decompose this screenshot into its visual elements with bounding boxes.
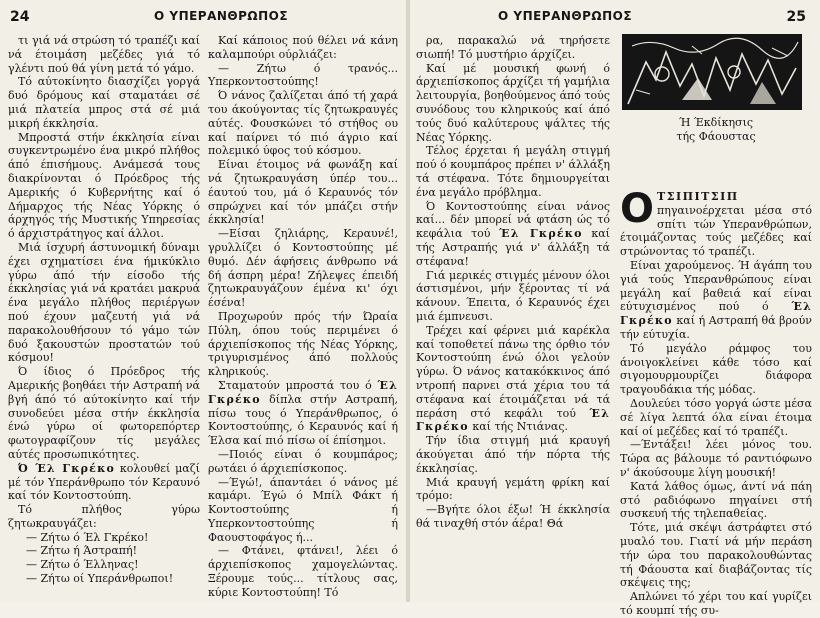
drop-cap: Ο <box>620 186 655 232</box>
dialogue-line: — Ζήτω οί Υπεράνθρωποι! <box>26 572 174 586</box>
left-page <box>0 0 406 602</box>
paragraph: — Ζήτω ό τρανός... Υπερκοντοστούπης! <box>208 61 398 89</box>
right-page <box>410 0 820 617</box>
paragraph-text: Τρέχει καί φέρνει μιά καρέκλα καί τοποθετεί πάνω της όρθιο τόν Κοντοστούπη ένώ όλοι γελούν γύρω. Ό νάνος κατακόκκινος άπό ντροπή παρνει στά χέρια του τά στέφανα καί έτοιμάζεται νά τά περάση στό κεφάλι τού <box>416 323 610 420</box>
chapter-illustration <box>622 34 802 110</box>
paragraph: —Βγήτε όλοι έξω! Ή έκκλησία θά τιναχθή στόν άέρα! Θά <box>416 503 610 530</box>
right-running-title: Ο ΥΠΕΡΑΝΘΡΩΠΟΣ <box>498 9 633 23</box>
paragraph: Γιά μερικές στιγμές μένουν όλοι άστισμένοι, μήν ξέροντας τί νά κάνουν. Έπειτα, ό Κεραυνός έχει μιά έμπνευσι. <box>416 268 610 323</box>
lead-paragraph <box>620 186 812 259</box>
paragraph: Κατά λάθος όμως, άντί νά πάη στό ραδιόφωνο πηγαίνει στή συσκευή τής τηλεπαθείας. <box>620 479 812 521</box>
paragraph: Μιά ίσχυρή άστυνομική δύναμι έχει σχηματίσει ένα ήμικύκλιο γύρω άπό τήν είσοδο τής έκκλησίας γιά νά κρατάει μακρυά ένα μεγάλο πλήθος περιέργων πού έχουν μαζευτή γιά νά παρακολουθήσουν τό γάμο τών δυό ξακουστών προστατών τού κόσμου! <box>8 240 200 365</box>
paragraph-text: Είναι χαρούμενος. Ή άγάπη του γιά τούς Υπερανθρώπους είναι μεγάλη καί βαθειά καί είναι εύτυχισμένος πού ό <box>620 258 812 314</box>
paragraph-text: Σταματούν μπροστά του ό <box>218 378 378 392</box>
paragraph: —Ποιός είναι ό κουμπάρος; ρωτάει ό άρχιεπίσκοπος. <box>208 447 398 475</box>
paragraph-text: καί τής Αστραπής γιά ν' άλλάξη τά στέφανα! <box>416 227 610 268</box>
spaced-name: ΤΣΙΠΙΤΣΙΠ <box>657 190 739 203</box>
text-column-4 <box>620 34 812 617</box>
paragraph <box>208 379 398 448</box>
paragraph: — Φτάνει, φτάνει!, λέει ό άρχιεπίσκοπος χαμογελώντας. Ξέρουμε τούς... τίτλους σας, κύριε Κοντοστούπη! Τό <box>208 544 398 599</box>
paragraph: Ό ίδιος ό Πρόεδρος τής Αμερικής βοηθάει τήν Αστραπή νά βγή άπό τό αύτοκίνητο καί τήν συνοδεύει μέσα στήν έκκλησία ένώ γύρω οί φωτορεπόρτερ φωτογραφίζουν τίς μεγάλες αύτές προσωπικότητες. <box>8 365 200 461</box>
right-page-header <box>410 5 820 27</box>
paragraph: Ό νάνος ζαλίζεται άπό τή χαρά του άκούγοντας τίς ζητωκραυγές αύτές. Φουσκώνει τό στήθος ου καί παίρνει τό πιό άγριο καί πολεμικό ύφος τού κόσμου. <box>208 89 398 158</box>
paragraph: —Έντάξει! λέει μόνος του. Τώρα ας βάλουμε τό ραντιόφωνο ν' άκούσουμε λίγη μουσική! <box>620 438 812 479</box>
text-column-1 <box>8 34 200 600</box>
dialogue-line: — Ζήτω ό Έλληνας! <box>26 558 139 572</box>
paragraph: τι γιά νά στρώση τό τραπέζι καί νά έτοιμάση μεζέδες γιά τό γλέντι πού θά γίνη μετά τό γάμο. <box>8 34 200 75</box>
text-column-3 <box>416 34 610 600</box>
right-page-number: 25 <box>786 9 806 25</box>
paragraph: Προχωρούν πρός τήν Ώραία Πύλη, όπου τούς περιμένει ό άρχιεπίσκοπος τής Νέας Υόρκης, τριγυρισμένος άπό πολλούς κληρικούς. <box>208 309 398 379</box>
paragraph <box>416 324 610 434</box>
left-page-number: 24 <box>10 9 30 25</box>
chapter-caption <box>624 116 808 144</box>
paragraph: Τότε, μιά σκέψι άστράφτει στό μυαλό του. Γιατί νά μήν περάση τήν ώρα του παρακολουθώντας τή Φάουστα καί διαβάζοντας τίς σκέψεις της; <box>620 521 812 590</box>
illustration-drawing <box>622 34 802 110</box>
paragraph: Καί κάποιος πού θέλει νά κάνη καλαμπούρι ούρλιάζει: <box>208 34 398 61</box>
left-running-title: Ο ΥΠΕΡΑΝΘΡΩΠΟΣ <box>154 9 289 23</box>
paragraph: Είναι έτοιμος νά φωνάξη καί νά ζητωκραυγάση ύπέρ του... έαυτού του, μά ό Κεραυνός τόν σπρώχνει καί τόν μπάζει στήν έκκλησία! <box>208 158 398 227</box>
paragraph-text: καί ή Αστραπή θά βρούν τήν εύτυχία. <box>620 314 812 341</box>
paragraph-text: δίπλα στήν Αστραπή, πίσω τους ό Υπεράνθρωπος, ό Κοντοστούπης, ό Κεραυνός καί ή Έλσα καί πιό πίσω οί έπίσημοι. <box>208 392 398 448</box>
paragraph <box>620 259 812 342</box>
paragraph <box>416 200 610 269</box>
paragraph: Μιά κραυγή γεμάτη φρίκη καί τρόμο: <box>416 475 610 503</box>
spaced-name: Έλ Γκρέκο <box>416 406 610 434</box>
paragraph: Μπροστά στήν έκκλησία είναι συγκεντρωμένο ένα μικρό πλήθος άπό έπισήμους. Ανάμεσά τους διακρίνονται ό Πρόεδρος τής Αμερικής ό Κυβερνήτης καί ό Δήμαρχος τής Νέας Υόρκης ό άρχηγός τής Μυστικής Υπηρεσίας ό άρχιστράτηγος καί άλλοι. <box>8 130 200 241</box>
spaced-name: Έλ Γκρέκο <box>499 227 583 241</box>
paragraph: Τό πλήθος γύρω ζητωκραυγάζει: <box>8 503 200 530</box>
chapter-body <box>620 186 812 618</box>
spaced-name: Έλ Γκρέκο <box>620 300 812 328</box>
left-page-header <box>0 5 406 27</box>
paragraph: ρα, παρακαλώ νά τηρήσετε σιωπή! Τό μυστήριο άρχίζει. <box>416 34 610 61</box>
caption-line: τής Φάουστας <box>676 130 756 143</box>
paragraph-text: πηγαινοέρχεται μέσα στό σπίτι τών Υπερανθρώπων, έτοιμάζοντας τούς μεζέδες καί στρώνοντας τό τραπέζι. <box>620 203 812 259</box>
dialogue-line: — Ζήτω ή Άστραπή! <box>26 544 138 558</box>
paragraph-text: κολουθεί μαζί μέ τόν Υπεράνθρωπο τόν Κεραυνό καί τόν Κοντοστούπη. <box>8 461 200 503</box>
paragraph: Τήν ίδια στιγμή μιά κραυγή άκούγεται άπό τήν πόρτα τής έκκλησίας. <box>416 434 610 475</box>
paragraph: —Έγώ!, άπαντάει ό νάνος μέ καμάρι. Έγώ ό Μπίλ Φάκτ ή Κοντοστούπης ή Υπερκοντοστούπης ή Φαουστοφάγος ή... <box>208 475 398 544</box>
paragraph <box>8 462 200 503</box>
paragraph: —Είσαι ζηλιάρης, Κεραυνέ!, γρυλλίζει ό Κοντοστούπης μέ θυμό. Δέν άφήσεις άνθρωπο νά δή άσπρη μέρα! Ζήλεψες έπειδή ζητωκραυγάζουν έμένα κι' όχι έσένα! <box>208 227 398 310</box>
spaced-name: Έλ Γκρέκο <box>208 378 398 406</box>
paragraph: Τό μεγάλο ράμφος του άνοιγοκλείνει κάθε τόσο καί σιγομουρμουρίζει διάφορα τραγουδάκια τής μόδας. <box>620 341 812 397</box>
spaced-name: Ό Έλ Γκρέκο <box>18 461 116 475</box>
text-column-2 <box>208 34 398 600</box>
paragraph: Δουλεύει τόσο γοργά ώστε μέσα σέ λίγα λεπτά όλα είναι έτοιμα καί οί μεζέδες καί τό τραπέζι. <box>620 396 812 438</box>
paragraph-text: καί τής Ντιάνας. <box>468 420 569 434</box>
caption-line: Ή Έκδίκησις <box>678 116 754 129</box>
paragraph: Τέλος έρχεται ή μεγάλη στιγμή πού ό κουμπάρος πρέπει ν' άλλάξη τά στέφανα. Τότε δημιουργείται ένα μεγάλο πρόβλημα. <box>416 144 610 199</box>
paragraph: Απλώνει τό χέρι του καί γυρίζει τό κουμπί τής συ- <box>620 590 812 617</box>
paragraph-text: Ό Κοντοστούπης είναι νάνος καί... δέν μπορεί νά φτάση ώς τό κεφάλια τού <box>416 199 610 241</box>
dialogue-line: — Ζήτω ό Έλ Γκρέκο! <box>26 530 149 544</box>
paragraph: Καί μέ μουσική φωνή ό άρχιεπίσκοπος άρχίζει τή γαμήλια λειτουργία, βοηθούμενος άπό τούς συνόδους του κληρικούς καί άπό τούς δυό καλύτερους ψάλτες τής Νέας Υόρκης. <box>416 61 610 144</box>
paragraph: Τό αύτοκίνητο διασχίζει γοργά δυό δρόμους καί σταματάει σέ μιά πλατεία μπρος στά σέ μιά μικρή έκκλησία. <box>8 75 200 130</box>
